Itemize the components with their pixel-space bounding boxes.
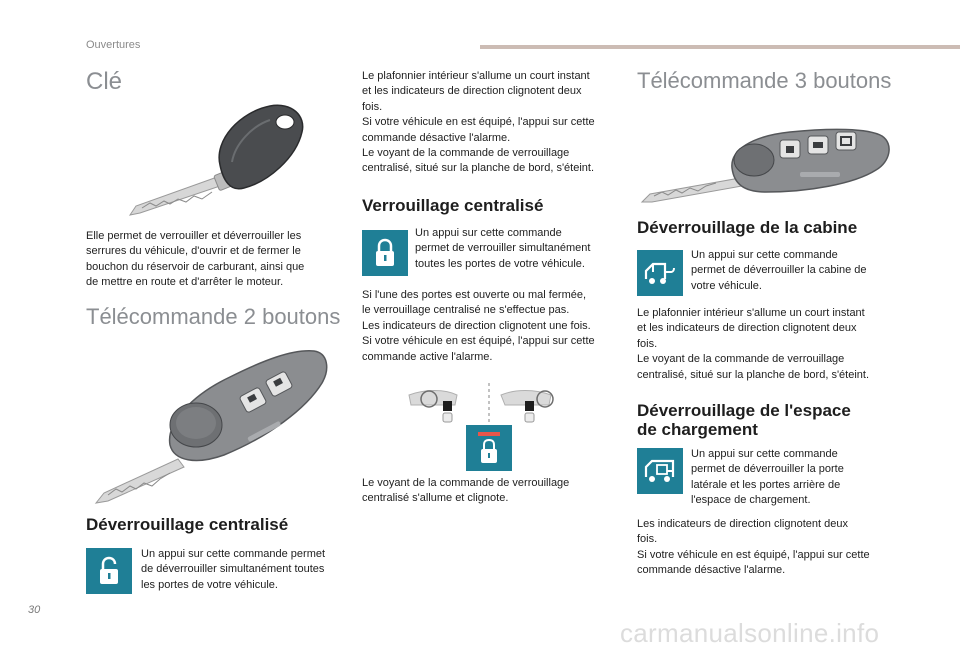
remote3-cabin-button [808,136,828,154]
unlock-description: Un appui sur cette commande permet de déverrouiller simultanément toutes les portes de votre véhicule. [141,548,326,591]
remote2-blade [96,459,184,503]
lock-icon-box [362,230,408,276]
cabin-title: Déverrouillage de la cabine [637,218,858,237]
page-number: 30 [28,604,41,616]
right-wheel-dashboard-icon [501,391,553,423]
left-wheel-dashboard-icon [409,391,457,423]
cabin-description: Un appui sur cette commande permet de déverrouiller la cabine de votre véhicule. [691,249,867,292]
dashboard-indicator-illustration [405,383,575,473]
van-cargo-icon [643,457,677,485]
key-title: Clé [86,68,123,95]
remote3-lock-button [780,140,800,158]
key-head [219,105,303,188]
lock-note: Si l'une des portes est ouverte ou mal fermée, le verrouillage centralisé ne s'effectue pas. Les indicateurs de direction clignotent une fois. Si votre véhicule en est équipé, l'appui sur cette commande active l'alarme. [362,289,595,363]
cargo-note: Les indicateurs de direction clignotent deux fois. Si votre véhicule en est équipé, l'appui sur cette commande désactive l'alarme. [637,518,870,577]
cabin-note: Le plafonnier intérieur s'allume un court instant et les indicateurs de direction clignotent deux fois. Le voyant de la commande de verrouillage centralisé, situé sur la planche de bord, s'éteint. [637,307,870,381]
key-description: Elle permet de verrouiller et déverrouiller les serrures du véhicule, d'ouvrir et de fermer le bouchon du réservoir de carburant, ainsi que de mettre en route et d'arrêter le moteur. [86,230,305,289]
lock-description: Un appui sur cette commande permet de verrouiller simultanément toutes les portes de votre véhicule. [415,227,591,270]
watermark: carmanualsonline.info [620,618,880,648]
padlock-open-icon [95,556,123,586]
indicator-icon-box [466,425,512,471]
remote3-illustration [640,122,895,212]
remote2-title: Télécommande 2 boutons [86,304,341,329]
key-illustration [120,100,310,225]
indicator-text: Le voyant de la commande de verrouillage centralisé s'allume et clignote. [362,477,570,505]
remote3-title: Télécommande 3 boutons [637,68,892,93]
remote3-blade [642,178,742,202]
padlock-closed-icon [371,238,399,268]
remote2-illustration [92,343,332,508]
unlock-icon-box [86,548,132,594]
section-label: Ouvertures [86,39,141,51]
cargo-title: Déverrouillage de l'espace de chargement [637,401,851,439]
key-blade [130,176,226,215]
header-rule [480,45,960,49]
lock-title: Verrouillage centralisé [362,196,544,215]
remote3-cargo-button [836,132,856,150]
cabin-icon-box [637,250,683,296]
cargo-description: Un appui sur cette commande permet de déverrouiller la porte latérale et les portes arrière de l'espace de chargement. [691,448,844,507]
cargo-icon-box [637,448,683,494]
unlock-title: Déverrouillage centralisé [86,515,289,534]
van-cabin-icon [643,259,677,287]
indicator-red-light [478,432,500,436]
intro-text: Le plafonnier intérieur s'allume un court instant et les indicateurs de direction clignotent deux fois. Si votre véhicule en est équipé, l'appui sur cette commande désactive l'alarme. Le voyant de la commande de verrouillage centralisé, situé sur la planche de bord, s'éteint. [362,70,595,175]
